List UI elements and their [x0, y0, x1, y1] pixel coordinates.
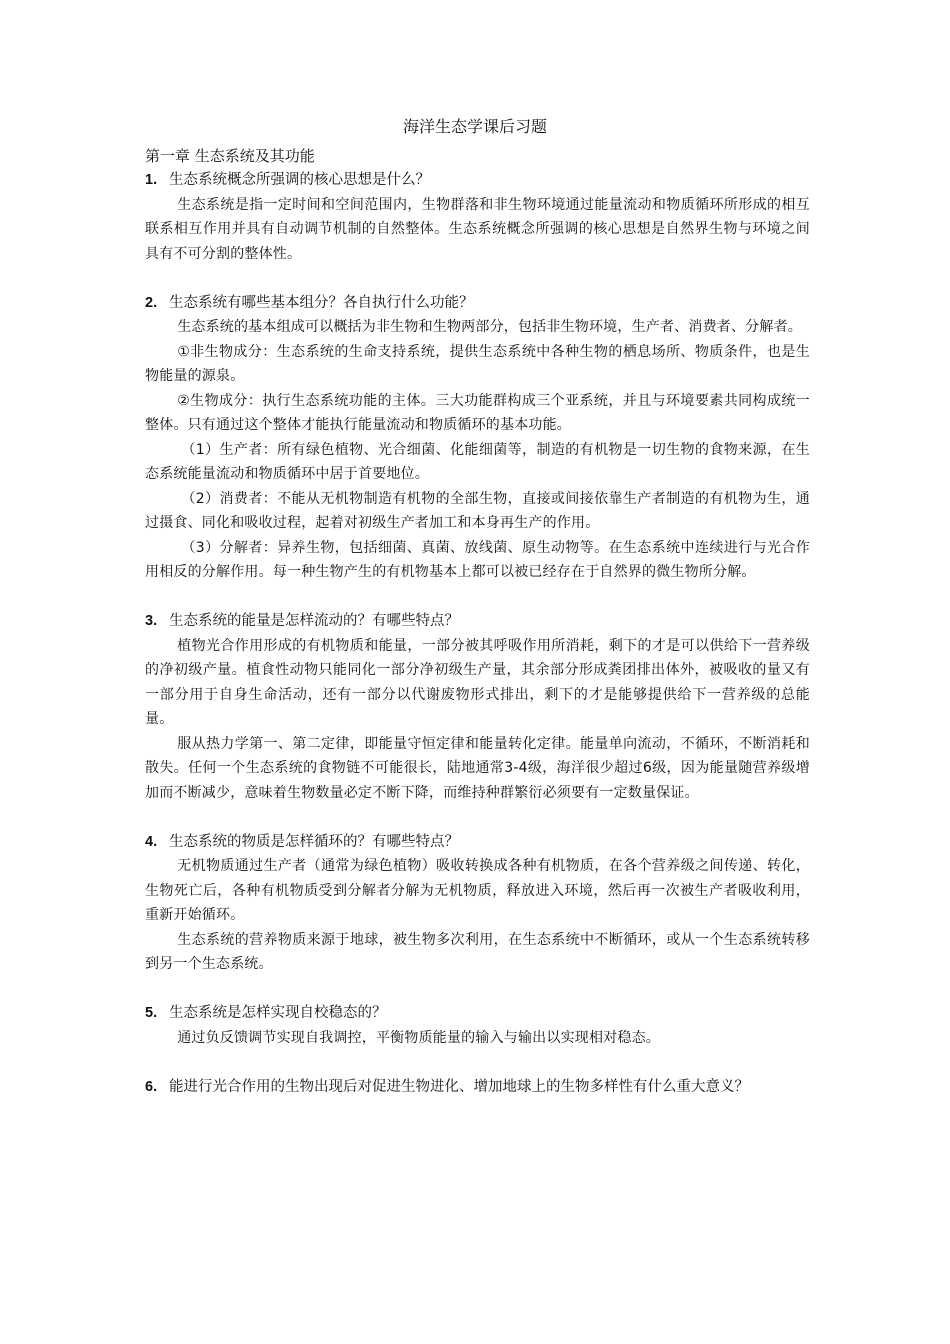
- answer-paragraph: 生态系统的营养物质来源于地球，被生物多次利用，在生态系统中不断循环，或从一个生态系统转移到另一个生态系统。: [145, 931, 810, 972]
- question-number: 6.: [145, 1078, 158, 1095]
- chapter-heading: 第一章 生态系统及其功能: [145, 147, 315, 165]
- answer-paragraph: （1）生产者：所有绿色植物、光合细菌、化能细菌等，制造的有机物是一切生物的食物来源，在生态系统能量流动和物质循环中居于首要地位。: [145, 441, 810, 482]
- question-heading: [145, 609, 810, 634]
- question-text: 生态系统概念所强调的核心思想是什么？: [169, 172, 430, 188]
- question-number: 5.: [145, 1005, 158, 1021]
- spacer: [145, 977, 810, 1002]
- answer-paragraph: 生态系统的基本组成可以概括为非生物和生物两部分，包括非生物环境，生产者、消费者、分解者。: [177, 319, 802, 335]
- question-text: 能进行光合作用的生物出现后对促进生物进化、增加地球上的生物多样性有什么重大意义？: [169, 1078, 749, 1095]
- spacer: [145, 585, 810, 610]
- question-heading: [145, 291, 810, 316]
- question-block: [145, 1001, 810, 1050]
- question-heading: [145, 830, 810, 855]
- question-block: [145, 609, 810, 805]
- question-text: 生态系统的物质是怎样循环的？有哪些特点？: [169, 833, 459, 850]
- spacer: [145, 805, 810, 830]
- answer-paragraph: （2）消费者：不能从无机物制造有机物的全部生物，直接或间接依靠生产者制造的有机物为生，通过摄食、同化和吸收过程，起着对初级生产者加工和本身再生产的作用。: [145, 490, 810, 531]
- question-number: 1.: [145, 172, 158, 188]
- answer-paragraph: （3）分解者：异养生物，包括细菌、真菌、放线菌、原生动物等。在生态系统中连续进行与光合作用相反的分解作用。每一种生物产生的有机物基本上都可以被已经存在于自然界的微生物所分解。: [145, 539, 810, 580]
- answer-paragraph: 服从热力学第一、第二定律，即能量守恒定律和能量转化定律。能量单向流动，不循环，不断消耗和散失。任何一个生态系统的食物链不可能很长，陆地通常3-4级，海洋很少超过6级，因为能量随营养级增加而不断减少，意味着生物数量必定不断下降，而维持种群繁衍必须要有一定数量保证。: [145, 735, 810, 801]
- answer-paragraph: ②生物成分：执行生态系统功能的主体。三大功能群构成三个亚系统，并且与环境要素共同构成统一整体。只有通过这个整体才能执行能量流动和物质循环的基本功能。: [145, 392, 810, 433]
- question-text: 生态系统的能量是怎样流动的？有哪些特点？: [169, 613, 459, 629]
- question-block: [145, 830, 810, 977]
- question-block: [145, 168, 810, 266]
- spacer: [145, 266, 810, 291]
- question-number: 2.: [145, 294, 158, 311]
- answer-paragraph: 植物光合作用形成的有机物质和能量，一部分被其呼吸作用所消耗，剩下的才是可以供给下一营养级的净初级产量。植食性动物只能同化一部分净初级生产量，其余部分形成粪团排出体外，被吸收的量又有一部分用于自身生命活动，还有一部分以代谢废物形式排出，剩下的才是能够提供给下一营养级的总能量。: [145, 637, 810, 727]
- question-number: 3.: [145, 613, 158, 629]
- answer-paragraph: 通过负反馈调节实现自我调控，平衡物质能量的输入与输出以实现相对稳态。: [177, 1029, 660, 1046]
- answer-paragraph: 无机物质通过生产者（通常为绿色植物）吸收转换成各种有机物质，在各个营养级之间传递、转化，生物死亡后，各种有机物质受到分解者分解为无机物质，释放进入环境，然后再一次被生产者吸收利用，重新开始循环。: [145, 858, 810, 923]
- question-heading: [145, 1001, 810, 1026]
- answer-paragraph: 生态系统是指一定时间和空间范围内，生物群落和非生物环境通过能量流动和物质循环所形成的相互联系相互作用并具有自动调节机制的自然整体。生态系统概念所强调的核心思想是自然界生物与环境之间具有不可分割的整体性。: [145, 196, 810, 262]
- question-number: 4.: [145, 833, 158, 850]
- question-block: [145, 291, 810, 585]
- document-body: [145, 168, 810, 1099]
- question-text: 生态系统是怎样实现自校稳态的？: [169, 1005, 387, 1021]
- spacer: [145, 1050, 810, 1075]
- question-block: [145, 1075, 810, 1100]
- answer-paragraph: ①非生物成分：生态系统的生命支持系统，提供生态系统中各种生物的栖息场所、物质条件，也是生物能量的源泉。: [145, 343, 810, 384]
- question-heading: [145, 168, 810, 193]
- document-title: 海洋生态学课后习题: [402, 117, 547, 136]
- question-text: 生态系统有哪些基本组分？各自执行什么功能？: [169, 294, 474, 311]
- question-heading: [145, 1075, 810, 1100]
